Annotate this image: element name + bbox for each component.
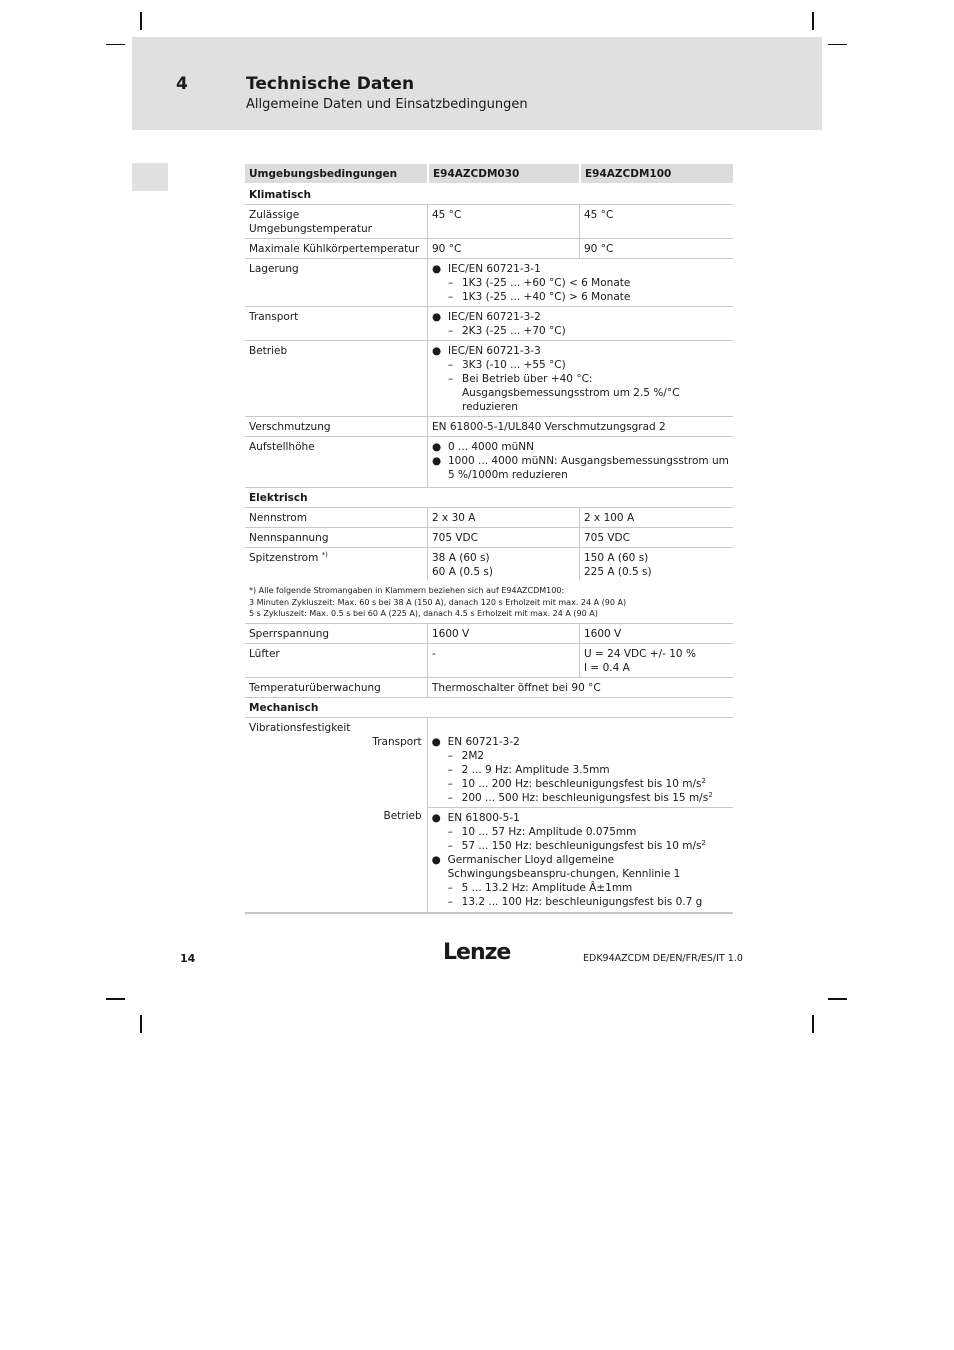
- table-row: [245, 678, 733, 698]
- cell: 705 VDC: [579, 528, 733, 547]
- list-item: EN 61800-5-1: [447, 811, 520, 824]
- row-label-text: Spitzenstrom: [249, 552, 319, 564]
- table-row: [245, 718, 733, 914]
- list-item: Bei Betrieb über +40 °C: Ausgangsbemessungsstrom um 2.5 %/°C reduzieren: [462, 373, 680, 413]
- table-row: [245, 239, 733, 259]
- cell: 45 °C: [427, 205, 579, 238]
- header-band: [132, 37, 822, 130]
- list-item: [462, 791, 713, 805]
- spacer: [249, 749, 422, 809]
- cell: [579, 548, 733, 581]
- cell: 1600 V: [427, 624, 579, 643]
- row-label: Zulässige Umgebungstemperatur: [249, 209, 372, 235]
- dash-icon: –: [448, 373, 454, 385]
- list-item: 5 ... 13.2 Hz: Amplitude Â±1mm: [461, 881, 633, 894]
- cell-line: 225 A (0.5 s): [584, 566, 652, 578]
- vibration-transport-block: [428, 718, 733, 808]
- list-item: IEC/EN 60721-3-2: [448, 311, 541, 323]
- cell-line: I = 0.4 A: [584, 661, 630, 674]
- sub-label-transport: Transport: [372, 735, 422, 748]
- cell: [427, 259, 733, 306]
- list-item-text: 57 ... 150 Hz: beschleunigungsfest bis 10 m/s: [461, 839, 702, 852]
- cell: 2 x 30 A: [427, 508, 579, 527]
- cell: [427, 548, 579, 581]
- cell: 90 °C: [427, 239, 579, 258]
- cell: 90 °C: [579, 239, 733, 258]
- list-item: 2K3 (-25 ... +70 °C): [462, 325, 566, 337]
- list-item: [462, 777, 706, 791]
- footnote-line: 3 Minuten Zykluszeit: Max. 60 s bei 38 A (150 A), danach 120 s Erholzeit mit max. 24 A (90 A): [249, 597, 627, 607]
- dash-icon: –: [447, 881, 453, 894]
- cell-line: U = 24 VDC +/- 10 %: [584, 647, 696, 660]
- list-item: 2 ... 9 Hz: Amplitude 3.5mm: [461, 763, 610, 776]
- bullet-icon: ●: [432, 311, 442, 323]
- row-label: Aufstellhöhe: [249, 441, 315, 453]
- table-row: [245, 205, 733, 239]
- cell: [427, 718, 733, 912]
- crop-mark: [812, 1015, 814, 1033]
- cell: 705 VDC: [427, 528, 579, 547]
- footnote-line: *) Alle folgende Stromangaben in Klammern beziehen sich auf E94AZCDM100:: [249, 586, 565, 595]
- list-item: 3K3 (-10 ... +55 °C): [462, 359, 566, 371]
- list-item: EN 60721-3-2: [447, 735, 520, 748]
- cell: -: [427, 644, 579, 677]
- row-label: Lüfter: [249, 647, 280, 660]
- list-item: 1000 ... 4000 müNN: Ausgangsbemessungsstrom um 5 %/1000m reduzieren: [448, 455, 729, 481]
- dash-icon: –: [447, 777, 453, 790]
- dash-icon: –: [448, 277, 454, 289]
- dash-icon: –: [448, 291, 454, 303]
- bullet-icon: ●: [432, 455, 442, 467]
- bullet-icon: ●: [432, 345, 442, 357]
- bullet-icon: ●: [432, 441, 442, 453]
- footnote: [245, 581, 733, 624]
- chapter-number: 4: [176, 74, 188, 94]
- list-item-text: 200 ... 500 Hz: beschleunigungsfest bis 15 m/s: [461, 791, 709, 804]
- page-number: 14: [180, 952, 196, 965]
- list-item: [462, 839, 706, 853]
- dash-icon: –: [447, 825, 453, 838]
- row-label: Betrieb: [249, 345, 288, 357]
- bullet-icon: ●: [431, 735, 441, 748]
- crop-mark: [140, 12, 142, 30]
- row-label: Lagerung: [249, 263, 299, 275]
- table-row: [245, 548, 733, 581]
- crop-mark: [106, 998, 125, 1000]
- table-row: [245, 437, 733, 488]
- cell: [427, 341, 733, 416]
- superscript: 2: [708, 790, 713, 799]
- table-row: [245, 508, 733, 528]
- column-header: E94AZCDM030: [427, 164, 579, 183]
- column-header: Umgebungsbedingungen: [245, 164, 427, 183]
- footnote-line: 5 s Zykluszeit: Max. 0.5 s bei 60 A (225 A), danach 4.5 s Erholzeit mit max. 24 A (90 A): [249, 609, 598, 618]
- list-item: 0 ... 4000 müNN: [448, 441, 535, 453]
- row-label: Maximale Kühlkörpertemperatur: [249, 243, 420, 255]
- row-label: Nennspannung: [249, 532, 329, 544]
- list-item: IEC/EN 60721-3-3: [448, 345, 541, 357]
- table-row: [245, 624, 733, 644]
- footnote-mark: *): [321, 551, 328, 559]
- page-subtitle: Allgemeine Daten und Einsatzbedingungen: [246, 97, 528, 112]
- row-label: [245, 718, 427, 912]
- section-heading-klimatisch: Klimatisch: [245, 185, 733, 205]
- table-row: [245, 528, 733, 548]
- spec-table: [245, 164, 733, 914]
- crop-mark: [140, 1015, 142, 1033]
- cell-line: 38 A (60 s): [432, 552, 490, 564]
- cell: 2 x 100 A: [579, 508, 733, 527]
- table-row: [245, 644, 733, 678]
- list-item: 1K3 (-25 ... +40 °C) > 6 Monate: [462, 291, 631, 303]
- crop-mark: [812, 12, 814, 30]
- dash-icon: –: [447, 763, 453, 776]
- table-row: [245, 259, 733, 307]
- vibration-betrieb-block: [428, 808, 733, 912]
- row-label: Verschmutzung: [249, 421, 331, 433]
- crop-mark: [828, 998, 847, 1000]
- bullet-icon: ●: [431, 811, 441, 824]
- bullet-icon: ●: [432, 263, 442, 275]
- sub-label-betrieb: Betrieb: [383, 809, 422, 822]
- list-item: 13.2 ... 100 Hz: beschleunigungsfest bis 0.7 g: [461, 895, 703, 908]
- bullet-icon: ●: [431, 853, 441, 866]
- table-row: [245, 417, 733, 437]
- table-row: [245, 307, 733, 341]
- cell-line: 60 A (0.5 s): [432, 566, 493, 578]
- page-title: Technische Daten: [246, 74, 415, 94]
- document-id: EDK94AZCDM DE/EN/FR/ES/IT 1.0: [583, 953, 743, 964]
- cell: 1600 V: [579, 624, 733, 643]
- crop-mark: [828, 44, 847, 45]
- cell: [427, 437, 733, 487]
- table-header-row: [245, 164, 733, 185]
- list-item: Germanischer Lloyd allgemeine Schwingungsbeanspru-chungen, Kennlinie 1: [447, 853, 681, 880]
- crop-mark: [106, 44, 125, 45]
- section-heading-elektrisch: Elektrisch: [245, 488, 733, 508]
- row-label: Sperrspannung: [249, 627, 330, 640]
- dash-icon: –: [447, 791, 453, 804]
- list-item: 10 ... 57 Hz: Amplitude 0.075mm: [461, 825, 637, 838]
- row-label: Transport: [249, 311, 299, 323]
- superscript: 2: [701, 838, 706, 847]
- row-label: [245, 548, 427, 581]
- list-item: 2M2: [461, 749, 485, 762]
- dash-icon: –: [448, 325, 454, 337]
- list-item-text: 10 ... 200 Hz: beschleunigungsfest bis 10 m/s: [461, 777, 702, 790]
- cell-line: 150 A (60 s): [584, 552, 649, 564]
- table-row: [245, 341, 733, 417]
- column-header: E94AZCDM100: [579, 164, 733, 183]
- dash-icon: –: [448, 359, 454, 371]
- cell: 45 °C: [579, 205, 733, 238]
- cell: [427, 307, 733, 340]
- row-label: Nennstrom: [249, 512, 307, 524]
- dash-icon: –: [447, 839, 453, 852]
- cell: Thermoschalter öffnet bei 90 °C: [427, 678, 733, 697]
- list-item: 1K3 (-25 ... +60 °C) < 6 Monate: [462, 277, 631, 289]
- dash-icon: –: [447, 749, 453, 762]
- vibration-label: Vibrationsfestigkeit: [249, 721, 351, 734]
- section-heading-mechanisch: Mechanisch: [245, 698, 733, 718]
- list-item: IEC/EN 60721-3-1: [448, 263, 541, 275]
- side-tab: [132, 163, 168, 191]
- dash-icon: –: [447, 895, 453, 908]
- brand-logo: Lenze: [443, 940, 511, 965]
- cell: [579, 644, 733, 677]
- superscript: 2: [701, 776, 706, 785]
- cell: EN 61800-5-1/UL840 Verschmutzungsgrad 2: [427, 417, 733, 436]
- row-label: Temperaturüberwachung: [249, 681, 381, 694]
